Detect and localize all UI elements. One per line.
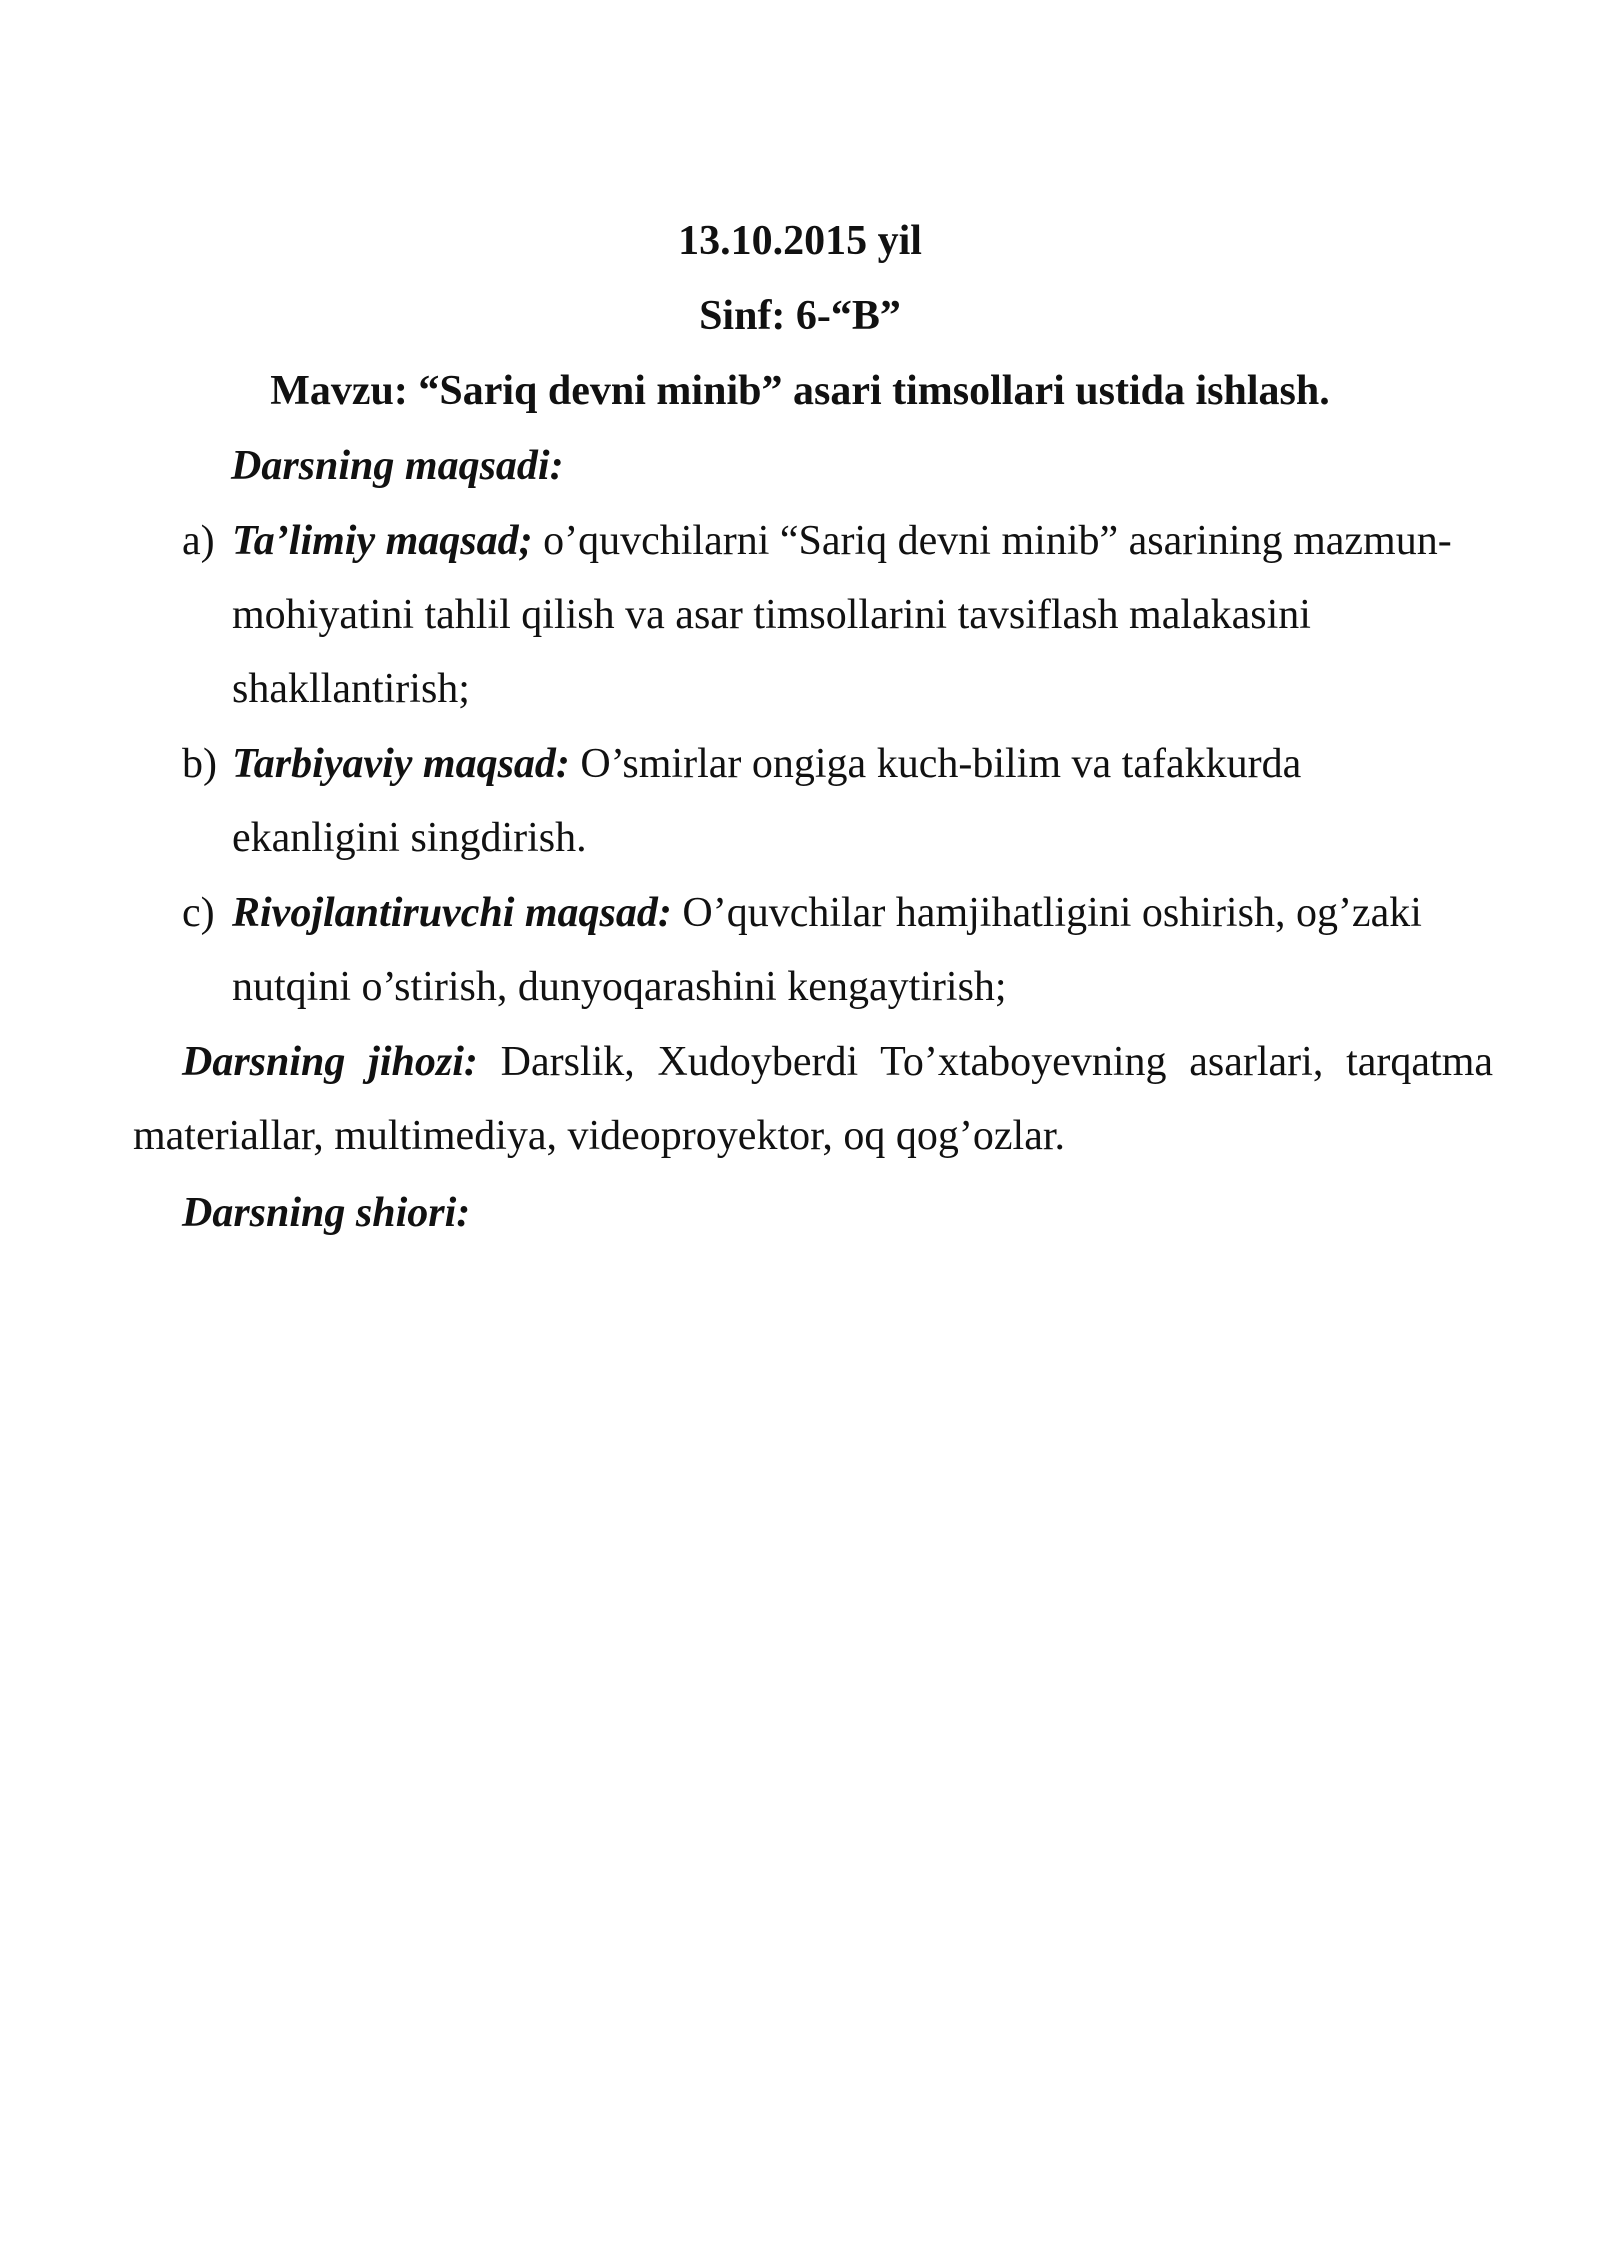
goal-text-line-2: mohiyatini tahlil qilish va asar timsollarini tavsiflash malakasini xyxy=(232,592,1311,638)
goal-label: Ta’limiy maqsad; xyxy=(232,518,533,564)
goal-text: o’quvchilarni “Sariq devni minib” asarining mazmun- xyxy=(532,518,1452,564)
equipment-paragraph xyxy=(133,1025,1493,1173)
list-marker: a) xyxy=(182,518,215,564)
lesson-topic: Mavzu: “Sariq devni minib” asari timsollari ustida ishlash. xyxy=(270,368,1330,414)
goal-label: Tarbiyaviy maqsad: xyxy=(232,741,570,787)
equipment-text: Darslik, Xudoyberdi To’xtaboyevning asarlari, tarqatma materiallar, multimediya, videoproyektor, oq qog’ozlar. xyxy=(133,1039,1494,1159)
goals-heading: Darsning maqsadi: xyxy=(231,443,564,489)
lesson-date: 13.10.2015 yil xyxy=(678,218,922,264)
goal-text: O’quvchilar hamjihatligini oshirish, og’zaki xyxy=(671,890,1422,936)
goal-text-line-2: nutqini o’stirish, dunyoqarashini kengaytirish; xyxy=(232,964,1007,1010)
goal-body xyxy=(232,876,1492,1024)
goal-body xyxy=(232,504,1492,726)
goal-body xyxy=(232,727,1492,875)
motto-heading: Darsning shiori: xyxy=(182,1190,471,1236)
equipment-label: Darsning jihozi: xyxy=(182,1039,478,1085)
goal-item-a xyxy=(182,504,1492,726)
list-marker: b) xyxy=(182,741,217,787)
goal-label: Rivojlantiruvchi maqsad: xyxy=(232,890,672,936)
goal-text-line-3: shakllantirish; xyxy=(232,666,470,712)
goal-item-b xyxy=(182,727,1492,875)
goal-item-c xyxy=(182,876,1492,1024)
goal-text: O’smirlar ongiga kuch-bilim va tafakkurda xyxy=(569,741,1302,787)
lesson-class: Sinf: 6-“B” xyxy=(699,293,901,339)
goal-text-line-2: ekanligini singdirish. xyxy=(232,815,587,861)
list-marker: c) xyxy=(182,890,215,936)
